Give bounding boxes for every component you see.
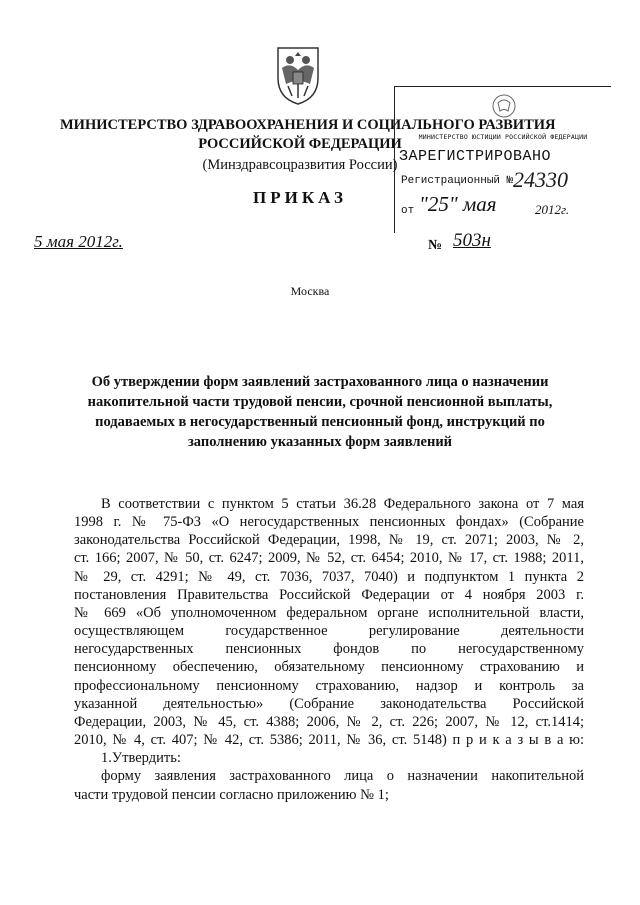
stamp-date-label: от — [401, 205, 415, 217]
stamp-ministry-text: МИНИСТЕРСТВО ЮСТИЦИИ РОССИЙСКОЙ ФЕДЕРАЦИИ — [418, 133, 588, 141]
registration-stamp — [394, 86, 611, 233]
body-line: законодательства Российской Федерации, 1998, № 19, ст. 2071; 2003, № 2, — [74, 532, 584, 549]
body-line: форму заявления застрахованного лица о назначении накопительной — [101, 768, 584, 785]
title-line: накопительной части трудовой пенсии, срочной пенсионной выплаты, — [87, 394, 553, 410]
body-line: № 29, ст. 4291; № 49, ст. 7036, 7037, 7040) и подпунктом 1 пункта 2 — [74, 568, 584, 585]
order-body-text — [74, 495, 584, 804]
document-type-heading: ПРИКАЗ — [253, 188, 347, 207]
stamp-seal-icon — [491, 93, 517, 119]
city-name: Москва — [290, 284, 330, 298]
body-line: постановления Правительства Российской Федерации от 4 ноября 2003 г. — [74, 586, 584, 603]
ministry-abbreviation: (Минздравсоцразвития России) — [202, 157, 398, 173]
body-line: части трудовой пенсии согласно приложению № 1; — [74, 786, 389, 803]
body-line: пенсионному обеспечению, обязательному пенсионному страхованию и — [74, 659, 584, 676]
order-number-label: № — [428, 238, 443, 253]
body-line: 2010, № 4, ст. 407; № 42, ст. 5386; 2011, № 36, ст. 5148) п р и к а з ы в а ю: — [74, 732, 584, 749]
stamp-registration-label: Регистрационный № — [401, 175, 514, 187]
body-line: № 669 «Об уполномоченном федеральном органе исполнительной власти, — [74, 604, 584, 621]
stamp-date-value: "25" мая — [419, 192, 497, 216]
ministry-name-line2: РОССИЙСКОЙ ФЕДЕРАЦИИ — [198, 136, 402, 152]
order-number-value: 503н — [453, 230, 491, 251]
body-line: Федерации, 2003, № 45, ст. 4388; 2006, № 2, ст. 226; 2007, № 12, ст.1414; — [74, 713, 584, 730]
title-line: Об утверждении форм заявлений застрахованного лица о назначении — [91, 374, 549, 390]
stamp-year: 2012г. — [535, 202, 570, 217]
title-line: подаваемых в негосударственный пенсионный фонд, инструкций по — [95, 414, 545, 430]
ministry-name-line1: МИНИСТЕРСТВО ЗДРАВООХРАНЕНИЯ И СОЦИАЛЬНОГО РАЗВИТИЯ — [60, 117, 556, 133]
body-line: негосударственных пенсионных фондов по негосударственному — [74, 641, 584, 658]
body-line: указанной деятельностью» (Собрание законодательства Российской — [74, 695, 584, 712]
stamp-registered-text: ЗАРЕГИСТРИРОВАНО — [399, 148, 552, 165]
body-line: осуществляющем государственное регулирование деятельности — [74, 623, 584, 640]
body-line: профессиональному пенсионному страхованию, надзор и контроль за — [74, 677, 584, 694]
body-line: 1998 г. № 75-ФЗ «О негосударственных пенсионных фондах» (Собрание — [74, 514, 584, 531]
coat-of-arms-emblem — [268, 40, 328, 106]
body-line: 1.Утвердить: — [101, 750, 181, 767]
title-line: заполнению указанных форм заявлений — [187, 434, 453, 450]
order-title — [74, 372, 566, 452]
stamp-registration-number: 24330 — [513, 167, 568, 192]
body-line: В соответствии с пунктом 5 статьи 36.28 Федерального закона от 7 мая — [101, 496, 584, 512]
order-date: 5 мая 2012г. — [34, 232, 123, 251]
body-line: ст. 166; 2007, № 50, ст. 6247; 2009, № 52, ст. 6454; 2010, № 17, ст. 1988; 2011, — [74, 550, 584, 567]
